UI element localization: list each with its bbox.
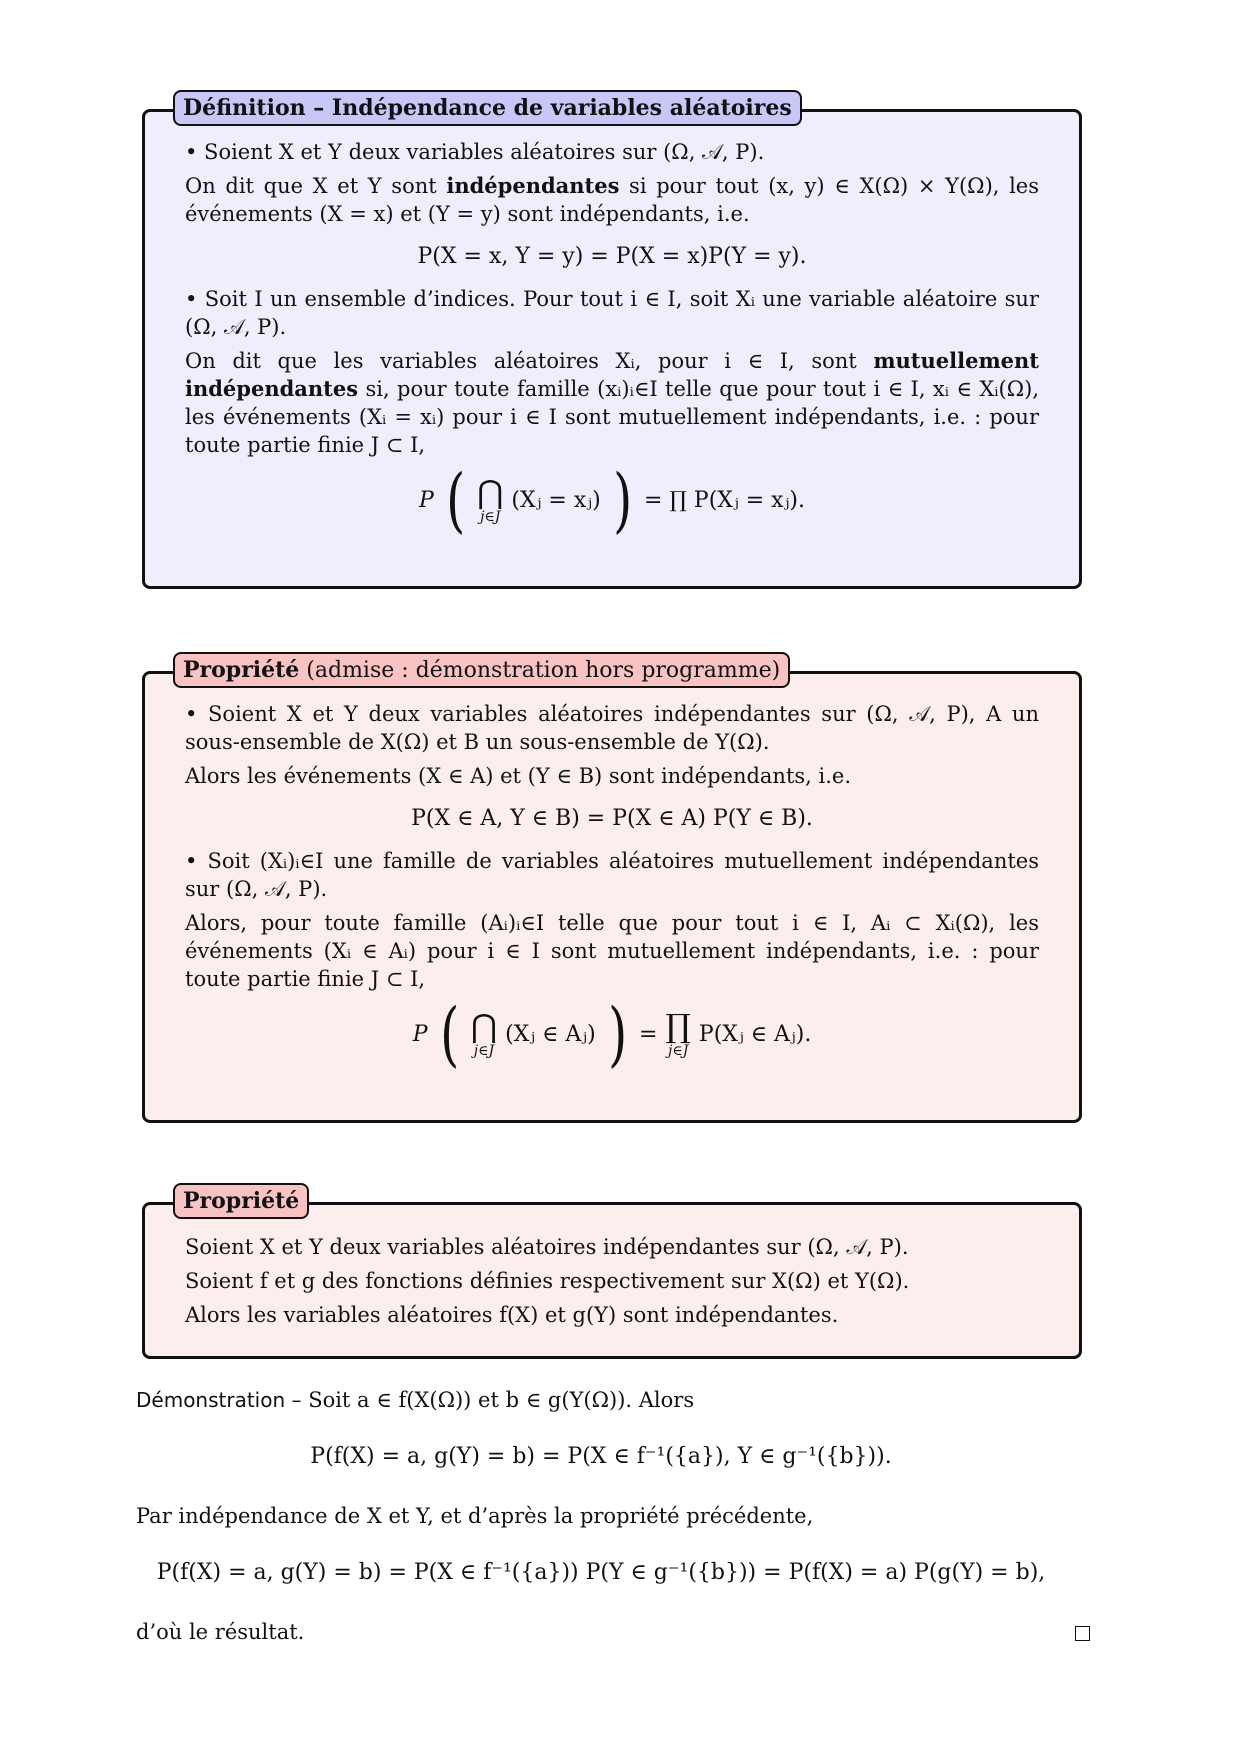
proof-intro: [136, 1386, 1066, 1414]
definition-eq2: [185, 459, 1039, 541]
property1-eq2-equals: =: [639, 1021, 658, 1047]
property1-p3: • Soit (Xᵢ)ᵢ∈I une famille de variables aléatoires mutuellement indépendantes sur (Ω, 𝒜, P).: [185, 849, 1039, 901]
property1-title-bold: Propriété: [183, 657, 300, 683]
intersection-operator: [477, 475, 503, 525]
product-symbol: ∏: [665, 1007, 691, 1045]
proof-end: [136, 1618, 1066, 1646]
property1-title-tab: [173, 652, 790, 688]
property2-title: Propriété: [183, 1188, 300, 1214]
property1-eq2-right: P(Xⱼ ∈ Aⱼ).: [698, 1021, 812, 1047]
left-paren: (: [439, 993, 459, 1075]
definition-p2: [185, 172, 1039, 228]
definition-p2-b: si pour tout (x, y) ∈ X(Ω) × Y(Ω), les événements (X = x) et (Y = y) sont indépendants, i.e.: [185, 174, 1040, 226]
proof-eq2: P(f(X) = a, g(Y) = b) = P(X ∈ f⁻¹({a})) P(Y ∈ g⁻¹({b})) = P(f(X) = a) P(g(Y) = b),: [156, 1560, 1046, 1585]
property2-p2: Soient f et g des fonctions définies respectivement sur X(Ω) et Y(Ω).: [185, 1269, 910, 1293]
definition-p4-bold: mutuellement indépendantes: [185, 348, 1039, 401]
right-paren: ): [612, 459, 632, 541]
definition-p1: • Soient X et Y deux variables aléatoires sur (Ω, 𝒜, P).: [185, 140, 765, 164]
property2-title-tab: [173, 1183, 309, 1219]
proof-p2-text: Par indépendance de X et Y, et d’après la propriété précédente,: [136, 1504, 814, 1528]
definition-eq1: P(X = x, Y = y) = P(X = x)P(Y = y).: [417, 244, 807, 269]
definition-p4-a: On dit que les variables aléatoires Xᵢ, pour i ∈ I, sont: [185, 349, 874, 373]
property1-content: [185, 700, 1039, 1075]
definition-eq2-left: P: [419, 487, 434, 513]
property1-p4: Alors, pour toute famille (Aᵢ)ᵢ∈I telle que pour tout i ∈ I, Aᵢ ⊂ Xᵢ(Ω), les événements (Xᵢ ∈ Aᵢ) pour i ∈ I sont mutuellement indépendants, i.e. : pour toute partie finie J ⊂ I,: [185, 911, 1039, 991]
definition-title: Définition – Indépendance de variables aléatoires: [183, 95, 792, 121]
intersection-subscript: j∈J: [473, 1043, 495, 1059]
property2-box: [142, 1188, 1082, 1359]
intersection-symbol: ⋂: [470, 1007, 498, 1045]
property1-p2: Alors les événements (X ∈ A) et (Y ∈ B) sont indépendants, i.e.: [185, 764, 852, 788]
property1-eq2: [185, 993, 1039, 1075]
definition-eq2-inner: (Xⱼ = xⱼ): [511, 487, 601, 513]
property2-content: [185, 1233, 1039, 1335]
property1-eq1: P(X ∈ A, Y ∈ B) = P(X ∈ A) P(Y ∈ B).: [411, 806, 813, 831]
definition-p2-a: On dit que X et Y sont: [185, 174, 447, 198]
right-paren: ): [607, 993, 627, 1075]
property1-p1: • Soient X et Y deux variables aléatoires indépendantes sur (Ω, 𝒜, P), A un sous-ensemble de X(Ω) et B un sous-ensemble de Y(Ω).: [185, 702, 1039, 754]
definition-box: [142, 95, 1082, 589]
property1-eq2-inner: (Xⱼ ∈ Aⱼ): [505, 1021, 596, 1047]
definition-p4: [185, 347, 1039, 459]
property1-title-rest: (admise : démonstration hors programme): [299, 658, 781, 683]
product-operator: [665, 1009, 690, 1059]
definition-p3: • Soit I un ensemble d’indices. Pour tout i ∈ I, soit Xᵢ une variable aléatoire sur (Ω, 𝒜, P).: [185, 287, 1039, 339]
property1-box: [142, 657, 1082, 1123]
proof-label: Démonstration –: [136, 1388, 302, 1412]
property2-p3: Alors les variables aléatoires f(X) et g(Y) sont indépendantes.: [185, 1303, 839, 1327]
intersection-symbol: ⋂: [477, 473, 504, 511]
qed-square-icon: [1075, 1626, 1090, 1641]
proof-eq1: P(f(X) = a, g(Y) = b) = P(X ∈ f⁻¹({a}), Y ∈ g⁻¹({b})).: [310, 1444, 892, 1469]
definition-eq2-right: = ∏ P(Xⱼ = xⱼ).: [643, 487, 805, 513]
property2-p1: Soient X et Y deux variables aléatoires indépendantes sur (Ω, 𝒜, P).: [185, 1235, 909, 1259]
product-subscript: j∈J: [668, 1043, 689, 1059]
intersection-operator: [471, 1009, 497, 1059]
left-paren: (: [445, 459, 466, 541]
property1-eq2-left: P: [412, 1021, 428, 1047]
definition-p2-bold: indépendantes: [446, 173, 620, 198]
definition-title-tab: [173, 90, 802, 126]
definition-p4-b: si, pour toute famille (xᵢ)ᵢ∈I telle que pour tout i ∈ I, xᵢ ∈ Xᵢ(Ω), les événements (Xᵢ = xᵢ) pour i ∈ I sont mutuellement indépendants, i.e. : pour toute partie finie J ⊂ I,: [185, 377, 1039, 457]
proof-intro-text: Soit a ∈ f(X(Ω)) et b ∈ g(Y(Ω)). Alors: [301, 1388, 695, 1412]
definition-content: [185, 138, 1040, 541]
proof-p2: [136, 1502, 1066, 1530]
intersection-subscript: j∈J: [480, 509, 501, 525]
proof-end-text: d’où le résultat.: [136, 1620, 305, 1644]
